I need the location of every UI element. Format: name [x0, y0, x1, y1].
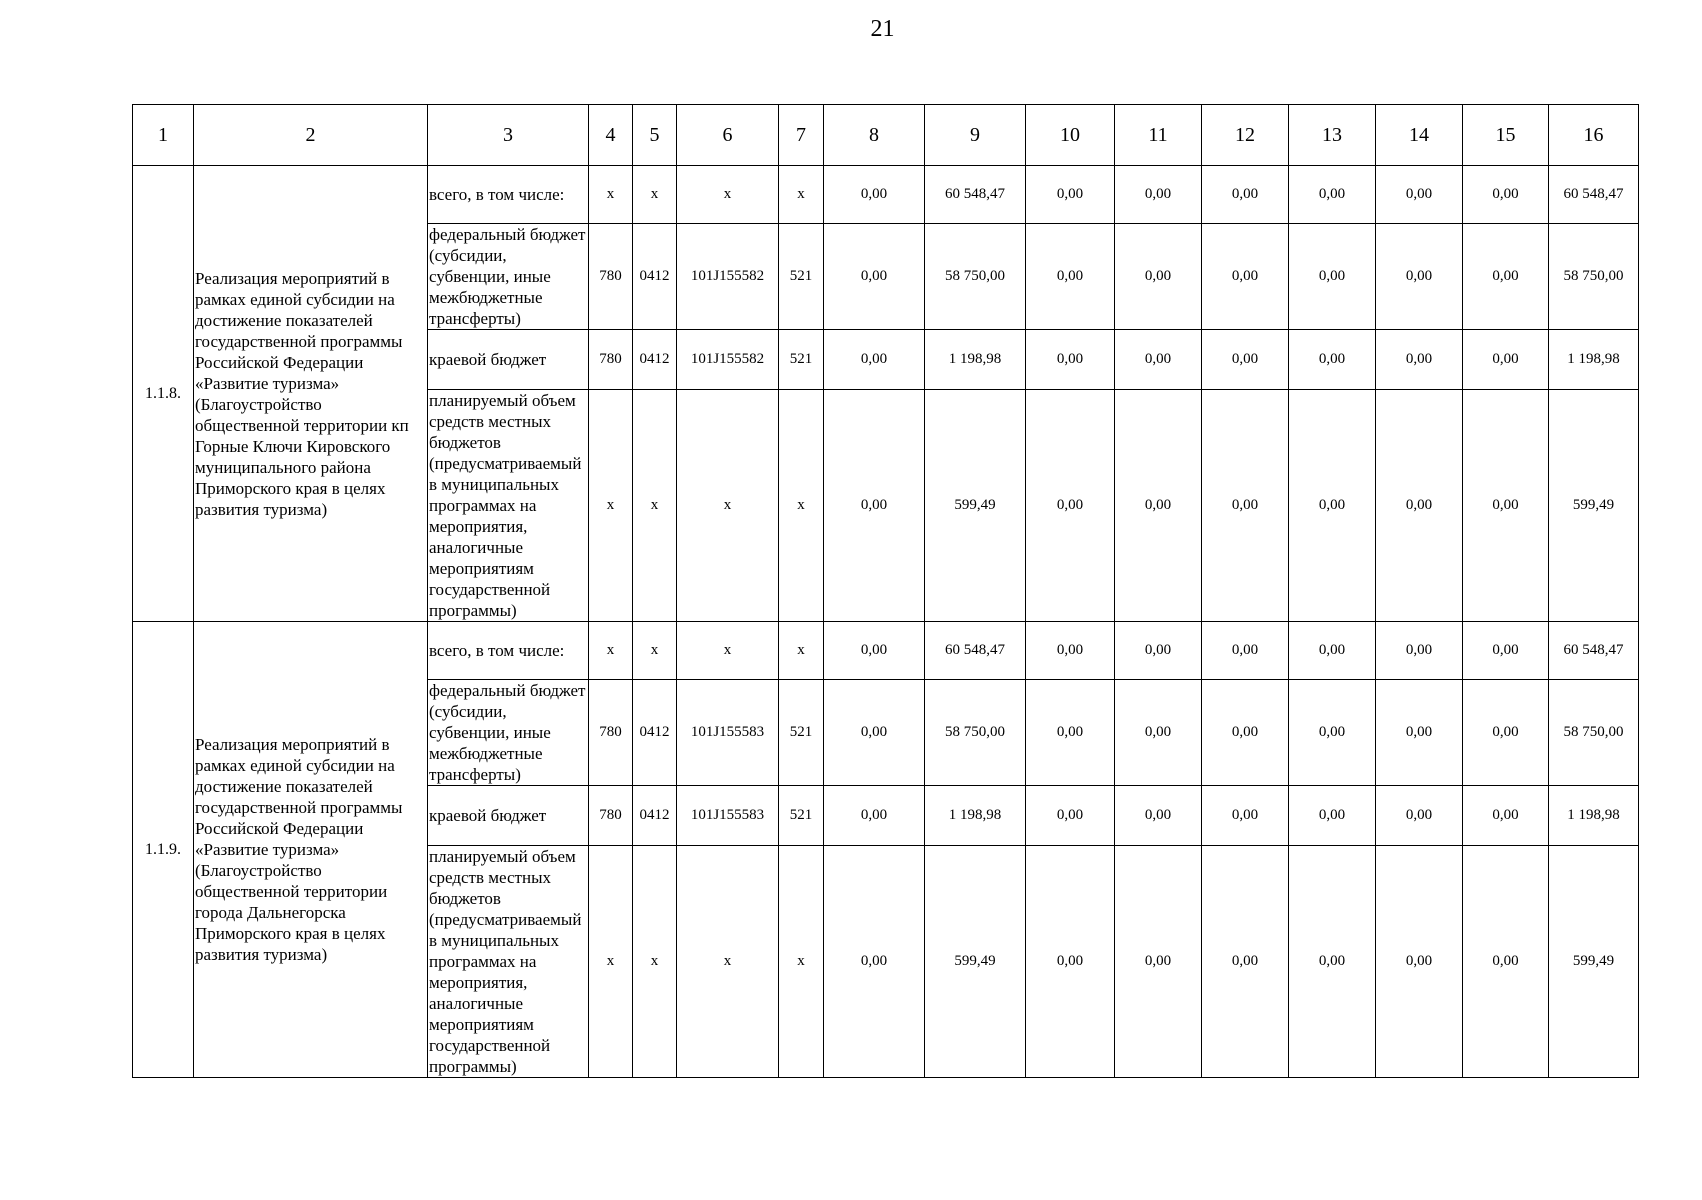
- code-cell: х: [779, 390, 824, 622]
- code-cell: 780: [589, 330, 633, 390]
- amount-cell: 0,00: [1115, 680, 1202, 786]
- amount-cell: 0,00: [1202, 846, 1289, 1078]
- amount-cell: 0,00: [1376, 166, 1463, 224]
- amount-cell: 60 548,47: [1549, 166, 1639, 224]
- amount-cell: 0,00: [1202, 622, 1289, 680]
- code-cell: х: [779, 622, 824, 680]
- amount-cell: 0,00: [1289, 224, 1376, 330]
- code-cell: 101J155583: [677, 786, 779, 846]
- amount-cell: 0,00: [1376, 330, 1463, 390]
- code-cell: 101J155582: [677, 330, 779, 390]
- amount-cell: 58 750,00: [1549, 224, 1639, 330]
- amount-cell: 0,00: [1463, 680, 1549, 786]
- amount-cell: 58 750,00: [925, 680, 1026, 786]
- amount-cell: 0,00: [1463, 622, 1549, 680]
- amount-cell: 58 750,00: [925, 224, 1026, 330]
- amount-cell: 599,49: [1549, 846, 1639, 1078]
- row-group-index: 1.1.8.: [133, 166, 194, 622]
- amount-cell: 0,00: [1463, 846, 1549, 1078]
- code-cell: х: [779, 846, 824, 1078]
- amount-cell: 0,00: [1463, 786, 1549, 846]
- activity-name: Реализация мероприятий в рамках единой субсидии на достижение показателей государственной программы Российской Федерации «Развитие туризма» (Благоустройство общественной территории города Дальнегорска Приморского края в целях развития туризма): [194, 622, 428, 1078]
- amount-cell: 0,00: [1026, 224, 1115, 330]
- amount-cell: 1 198,98: [1549, 786, 1639, 846]
- activity-name: Реализация мероприятий в рамках единой субсидии на достижение показателей государственной программы Российской Федерации «Развитие туризма» (Благоустройство общественной территории кп Горные Ключи Кировского муниципального района Приморского края в целях развития туризма): [194, 166, 428, 622]
- amount-cell: 0,00: [824, 786, 925, 846]
- amount-cell: 0,00: [1026, 622, 1115, 680]
- amount-cell: 0,00: [1026, 330, 1115, 390]
- code-cell: 101J155583: [677, 680, 779, 786]
- amount-cell: 0,00: [1376, 786, 1463, 846]
- amount-cell: 0,00: [1202, 166, 1289, 224]
- code-cell: х: [633, 390, 677, 622]
- amount-cell: 0,00: [1115, 224, 1202, 330]
- amount-cell: 0,00: [1026, 786, 1115, 846]
- amount-cell: 0,00: [1115, 166, 1202, 224]
- code-cell: х: [633, 166, 677, 224]
- amount-cell: 0,00: [824, 330, 925, 390]
- column-header: 12: [1202, 105, 1289, 166]
- amount-cell: 60 548,47: [925, 166, 1026, 224]
- table-row: [133, 166, 1639, 224]
- amount-cell: 0,00: [1026, 846, 1115, 1078]
- code-cell: 780: [589, 786, 633, 846]
- code-cell: 780: [589, 224, 633, 330]
- funding-source: всего, в том числе:: [428, 622, 589, 680]
- funding-source: планируемый объем средств местных бюджетов (предусматриваемый в муниципальных программах на мероприятия, аналогичные мероприятиям государственной программы): [428, 390, 589, 622]
- column-header: 13: [1289, 105, 1376, 166]
- amount-cell: 58 750,00: [1549, 680, 1639, 786]
- amount-cell: 0,00: [1289, 622, 1376, 680]
- column-header: 5: [633, 105, 677, 166]
- amount-cell: 1 198,98: [925, 786, 1026, 846]
- column-header: 3: [428, 105, 589, 166]
- row-group-index: 1.1.9.: [133, 622, 194, 1078]
- column-header: 15: [1463, 105, 1549, 166]
- amount-cell: 0,00: [1115, 786, 1202, 846]
- amount-cell: 0,00: [1463, 166, 1549, 224]
- amount-cell: 0,00: [824, 846, 925, 1078]
- code-cell: 0412: [633, 786, 677, 846]
- column-header: 9: [925, 105, 1026, 166]
- amount-cell: 0,00: [1376, 680, 1463, 786]
- amount-cell: 60 548,47: [925, 622, 1026, 680]
- amount-cell: 0,00: [1115, 330, 1202, 390]
- code-cell: х: [589, 390, 633, 622]
- table-row: [133, 622, 1639, 680]
- amount-cell: 0,00: [1202, 680, 1289, 786]
- amount-cell: 0,00: [1289, 166, 1376, 224]
- funding-source: планируемый объем средств местных бюджетов (предусматриваемый в муниципальных программах на мероприятия, аналогичные мероприятиям государственной программы): [428, 846, 589, 1078]
- column-header: 14: [1376, 105, 1463, 166]
- code-cell: х: [589, 622, 633, 680]
- funding-source: федеральный бюджет (субсидии, субвенции, иные межбюджетные трансферты): [428, 680, 589, 786]
- amount-cell: 0,00: [1463, 390, 1549, 622]
- column-header: 11: [1115, 105, 1202, 166]
- amount-cell: 0,00: [1026, 680, 1115, 786]
- amount-cell: 0,00: [1202, 390, 1289, 622]
- amount-cell: 0,00: [824, 680, 925, 786]
- amount-cell: 1 198,98: [925, 330, 1026, 390]
- amount-cell: 599,49: [1549, 390, 1639, 622]
- amount-cell: 599,49: [925, 390, 1026, 622]
- amount-cell: 0,00: [1463, 330, 1549, 390]
- funding-source: краевой бюджет: [428, 330, 589, 390]
- code-cell: х: [589, 166, 633, 224]
- amount-cell: 0,00: [1289, 390, 1376, 622]
- funding-source: федеральный бюджет (субсидии, субвенции, иные межбюджетные трансферты): [428, 224, 589, 330]
- column-header: 2: [194, 105, 428, 166]
- code-cell: 0412: [633, 224, 677, 330]
- amount-cell: 60 548,47: [1549, 622, 1639, 680]
- column-header: 7: [779, 105, 824, 166]
- amount-cell: 0,00: [1202, 330, 1289, 390]
- code-cell: х: [779, 166, 824, 224]
- amount-cell: 0,00: [824, 390, 925, 622]
- amount-cell: 0,00: [1289, 786, 1376, 846]
- code-cell: 521: [779, 330, 824, 390]
- code-cell: 780: [589, 680, 633, 786]
- amount-cell: 0,00: [1376, 224, 1463, 330]
- column-header: 8: [824, 105, 925, 166]
- budget-table: [132, 104, 1639, 1078]
- amount-cell: 0,00: [1376, 846, 1463, 1078]
- amount-cell: 1 198,98: [1549, 330, 1639, 390]
- code-cell: х: [589, 846, 633, 1078]
- amount-cell: 0,00: [1115, 390, 1202, 622]
- column-header: 4: [589, 105, 633, 166]
- code-cell: х: [677, 390, 779, 622]
- code-cell: х: [633, 846, 677, 1078]
- amount-cell: 0,00: [1202, 786, 1289, 846]
- amount-cell: 0,00: [1026, 166, 1115, 224]
- code-cell: 0412: [633, 680, 677, 786]
- funding-source: краевой бюджет: [428, 786, 589, 846]
- amount-cell: 0,00: [1202, 224, 1289, 330]
- code-cell: 521: [779, 786, 824, 846]
- amount-cell: 0,00: [824, 622, 925, 680]
- column-header: 6: [677, 105, 779, 166]
- amount-cell: 599,49: [925, 846, 1026, 1078]
- code-cell: х: [633, 622, 677, 680]
- amount-cell: 0,00: [824, 224, 925, 330]
- code-cell: 0412: [633, 330, 677, 390]
- amount-cell: 0,00: [1289, 846, 1376, 1078]
- page-number: 21: [870, 16, 895, 42]
- header-row: [133, 105, 1639, 166]
- code-cell: 521: [779, 680, 824, 786]
- amount-cell: 0,00: [1026, 390, 1115, 622]
- amount-cell: 0,00: [1376, 390, 1463, 622]
- amount-cell: 0,00: [1376, 622, 1463, 680]
- amount-cell: 0,00: [1115, 622, 1202, 680]
- amount-cell: 0,00: [1115, 846, 1202, 1078]
- amount-cell: 0,00: [1289, 330, 1376, 390]
- code-cell: 521: [779, 224, 824, 330]
- code-cell: х: [677, 622, 779, 680]
- column-header: 10: [1026, 105, 1115, 166]
- code-cell: х: [677, 846, 779, 1078]
- amount-cell: 0,00: [1289, 680, 1376, 786]
- budget-table-container: [132, 104, 1638, 1078]
- amount-cell: 0,00: [824, 166, 925, 224]
- amount-cell: 0,00: [1463, 224, 1549, 330]
- column-header: 16: [1549, 105, 1639, 166]
- funding-source: всего, в том числе:: [428, 166, 589, 224]
- table-body: [133, 166, 1639, 1078]
- code-cell: 101J155582: [677, 224, 779, 330]
- code-cell: х: [677, 166, 779, 224]
- column-header: 1: [133, 105, 194, 166]
